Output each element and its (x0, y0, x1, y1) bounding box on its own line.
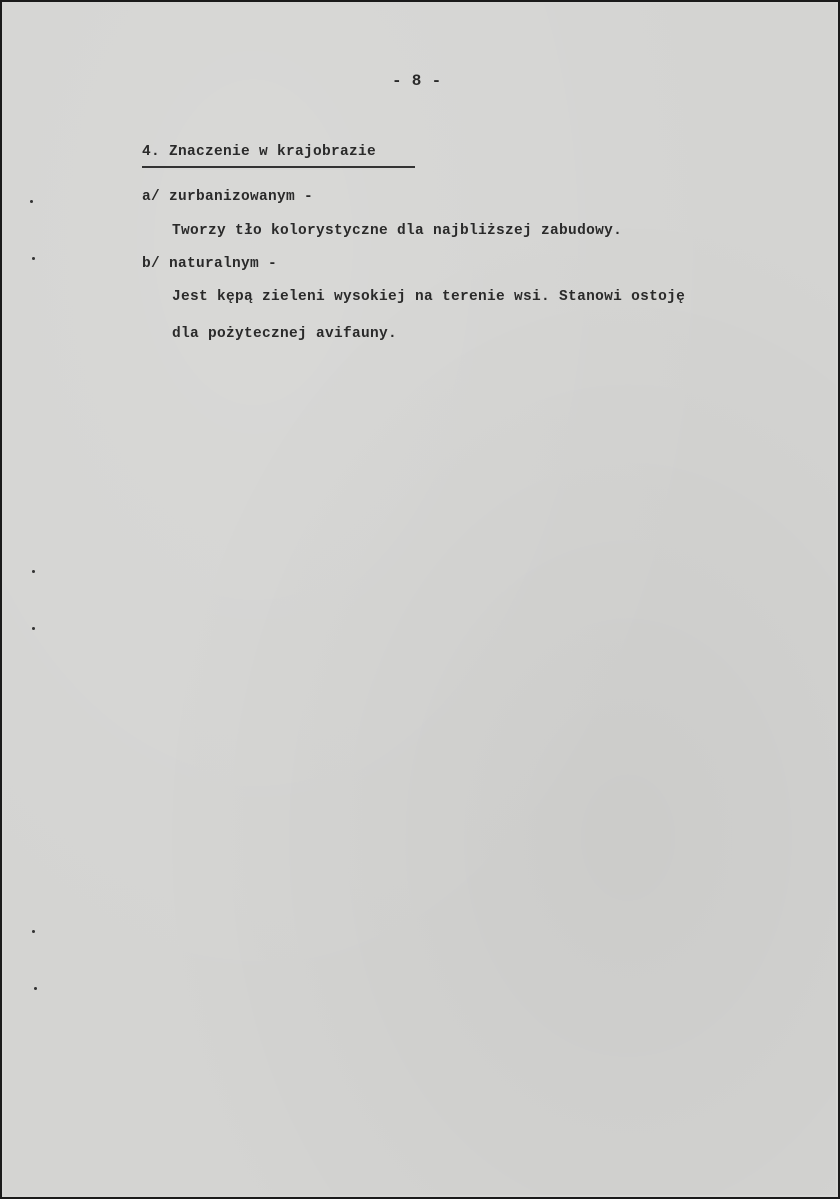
heading-underline (142, 166, 415, 168)
margin-dot (34, 987, 37, 990)
item-b-text-line: dla pożytecznej avifauny. (172, 326, 398, 342)
margin-dot (32, 570, 35, 573)
item-b-text-line: Jest kępą zieleni wysokiej na terenie wsi. Stanowi ostoję (172, 289, 686, 305)
typewritten-page (4, 4, 836, 1195)
section-heading: 4. Znaczenie w krajobrazie (142, 144, 377, 160)
page-number: - 8 - (392, 72, 442, 90)
margin-dot (30, 200, 33, 203)
item-a-text: Tworzy tło kolorystyczne dla najbliższej zabudowy. (172, 223, 623, 239)
margin-dot (32, 627, 35, 630)
item-a-label: a/ zurbanizowanym - (142, 189, 314, 205)
item-b-label: b/ naturalnym - (142, 256, 278, 272)
margin-dot (32, 930, 35, 933)
margin-dot (32, 257, 35, 260)
